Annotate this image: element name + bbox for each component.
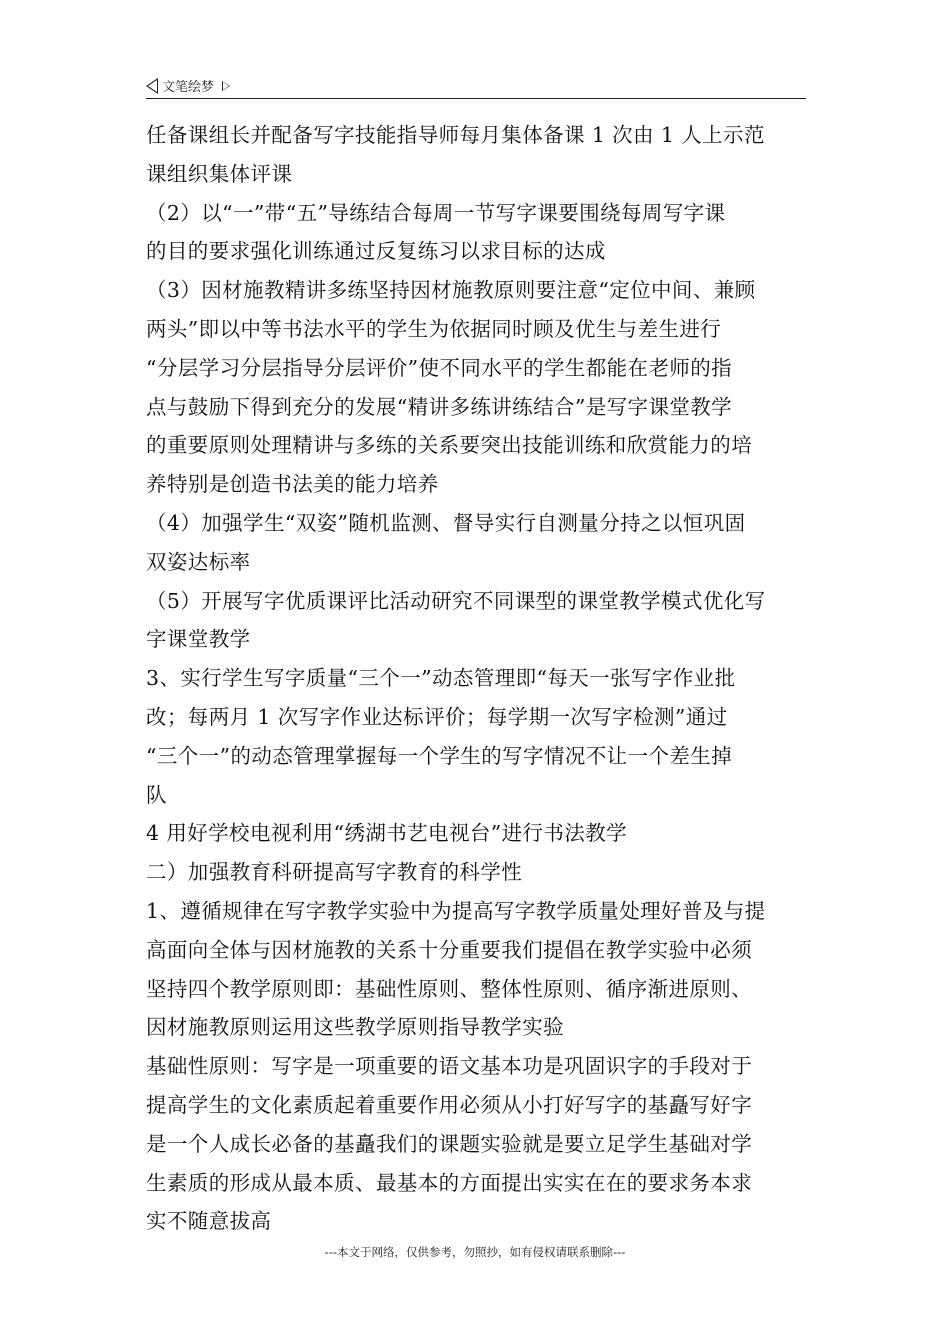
text-line: 的重要原则处理精讲与多练的关系要突出技能训练和欣赏能力的培: [146, 433, 753, 458]
document-body: [146, 116, 811, 1241]
text-line: 改；每两月 1 次写字作业达标评价；每学期一次写字检测”通过: [146, 704, 728, 729]
triangle-right-icon: [222, 81, 230, 91]
text-line: 坚持四个教学原则即：基础性原则、整体性原则、循序渐进原则、: [146, 976, 753, 1001]
text-line: 养特别是创造书法美的能力培养: [146, 472, 439, 497]
text-line: 1、遵循规律在写字教学实验中为提高写字教学质量处理好普及与提: [146, 898, 766, 923]
text-line: 的目的要求强化训练通过反复练习以求目标的达成: [146, 239, 606, 264]
text-line: 队: [146, 782, 167, 807]
text-line: 高面向全体与因材施教的关系十分重要我们提倡在教学实验中必须: [146, 937, 753, 962]
text-line: 4 用好学校电视利用“绣湖书艺电视台”进行书法教学: [146, 821, 628, 846]
text-line: 基础性原则：写字是一项重要的语文基本功是巩固识字的手段对于: [146, 1054, 753, 1079]
text-line: “三个一”的动态管理掌握每一个学生的写字情况不让一个差生掉: [146, 743, 733, 768]
text-line: 实不随意拔高: [146, 1209, 272, 1234]
triangle-left-icon: [146, 78, 158, 94]
text-line: 二）加强教育科研提高写字教育的科学性: [146, 860, 523, 885]
text-line: （4）加强学生“双姿”随机监测、督导实行自测量分持之以恒巩固: [146, 510, 746, 535]
text-line: （2）以“一”带“五”导练结合每周一节写字课要围绕每周写字课: [146, 200, 726, 225]
text-line: 点与鼓励下得到充分的发展“精讲多练讲练结合”是写字课堂教学: [146, 394, 733, 419]
text-line: 两头”即以中等书法水平的学生为依据同时顾及优生与差生进行: [146, 316, 722, 341]
text-line: 课组织集体评课: [146, 161, 293, 186]
text-line: 3、实行学生写字质量“三个一”动态管理即“每天一张写字作业批: [146, 666, 736, 691]
text-line: 因材施教原则运用这些教学原则指导教学实验: [146, 1015, 564, 1040]
text-line: “分层学习分层指导分层评价”使不同水平的学生都能在老师的指: [146, 355, 733, 380]
text-line: 生素质的形成从最本质、最基本的方面提出实实在在的要求务本求: [146, 1170, 753, 1195]
header-title: 文笔绘梦: [162, 80, 215, 95]
text-line: 字课堂教学: [146, 627, 251, 652]
text-line: 提高学生的文化素质起着重要作用必须从小打好写字的基矗写好字: [146, 1092, 753, 1117]
header-brand: [146, 76, 230, 95]
page-footer: ---本文于网络，仅供参考，勿照抄，如有侵权请联系删除---: [324, 1245, 626, 1259]
text-line: 任备课组长并配备写字技能指导师每月集体备课 1 次由 1 人上示范: [146, 123, 765, 147]
text-line: （5）开展写字优质课评比活动研究不同课型的课堂教学模式优化写: [146, 588, 766, 613]
page-header: [146, 74, 806, 99]
text-line: （3）因材施教精讲多练坚持因材施教原则要注意“定位中间、兼顾: [146, 278, 756, 303]
text-line: 是一个人成长必备的基矗我们的课题实验就是要立足学生基础对学: [146, 1131, 753, 1156]
text-line: 双姿达标率: [146, 549, 251, 574]
